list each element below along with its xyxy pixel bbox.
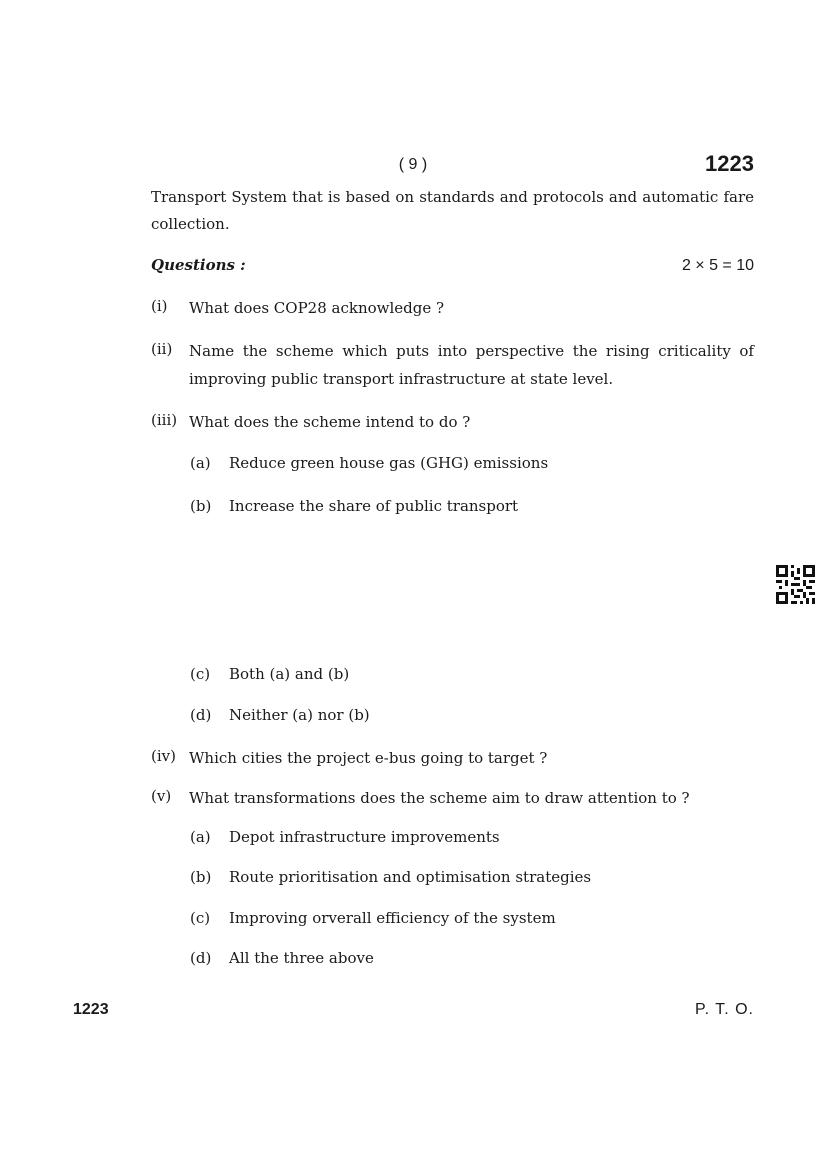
option-label: (d) [190, 706, 212, 724]
option-label: (a) [190, 454, 211, 472]
pto-label: P. T. O. [695, 1001, 754, 1018]
question-label-v: (v) [151, 787, 172, 805]
option-text: All the three above [229, 949, 374, 967]
option-text: Depot infrastructure improvements [229, 828, 500, 846]
paper-code-header: 1223 [705, 151, 754, 176]
option-label: (b) [190, 497, 212, 515]
qr-code-icon [776, 565, 815, 604]
question-label-iii: (iii) [151, 411, 178, 429]
option-text: Increase the share of public transport [229, 497, 519, 515]
option-label: (b) [190, 868, 212, 886]
option-label: (c) [190, 909, 211, 927]
question-text-ii: Name the scheme which puts into perspective the rising criticality of improving public transport infrastructure at state level. [189, 342, 754, 388]
option-text: Reduce green house gas (GHG) emissions [229, 454, 549, 472]
question-text-iii: What does the scheme intend to do ? [189, 413, 471, 431]
option-text: Route prioritisation and optimisation strategies [229, 868, 592, 886]
page-number: ( 9 ) [398, 156, 428, 173]
question-text-v: What transformations does the scheme aim to draw attention to ? [189, 789, 690, 807]
option-text: Improving orverall efficiency of the system [229, 909, 556, 927]
question-label-ii: (ii) [151, 340, 173, 358]
intro-paragraph: Transport System that is based on standards and protocols and automatic fare collection. [151, 188, 754, 233]
option-label: (d) [190, 949, 212, 967]
question-text-iv: Which cities the project e-bus going to target ? [189, 749, 548, 767]
question-label-iv: (iv) [151, 747, 176, 765]
questions-heading: Questions : [151, 256, 246, 274]
question-label-i: (i) [151, 297, 168, 315]
option-text: Neither (a) nor (b) [229, 706, 370, 724]
question-text-i: What does COP28 acknowledge ? [189, 299, 445, 317]
option-label: (c) [190, 665, 211, 683]
paper-code-footer: 1223 [73, 1001, 109, 1018]
option-label: (a) [190, 828, 211, 846]
option-text: Both (a) and (b) [229, 665, 350, 683]
marks-label: 2 × 5 = 10 [681, 257, 754, 274]
